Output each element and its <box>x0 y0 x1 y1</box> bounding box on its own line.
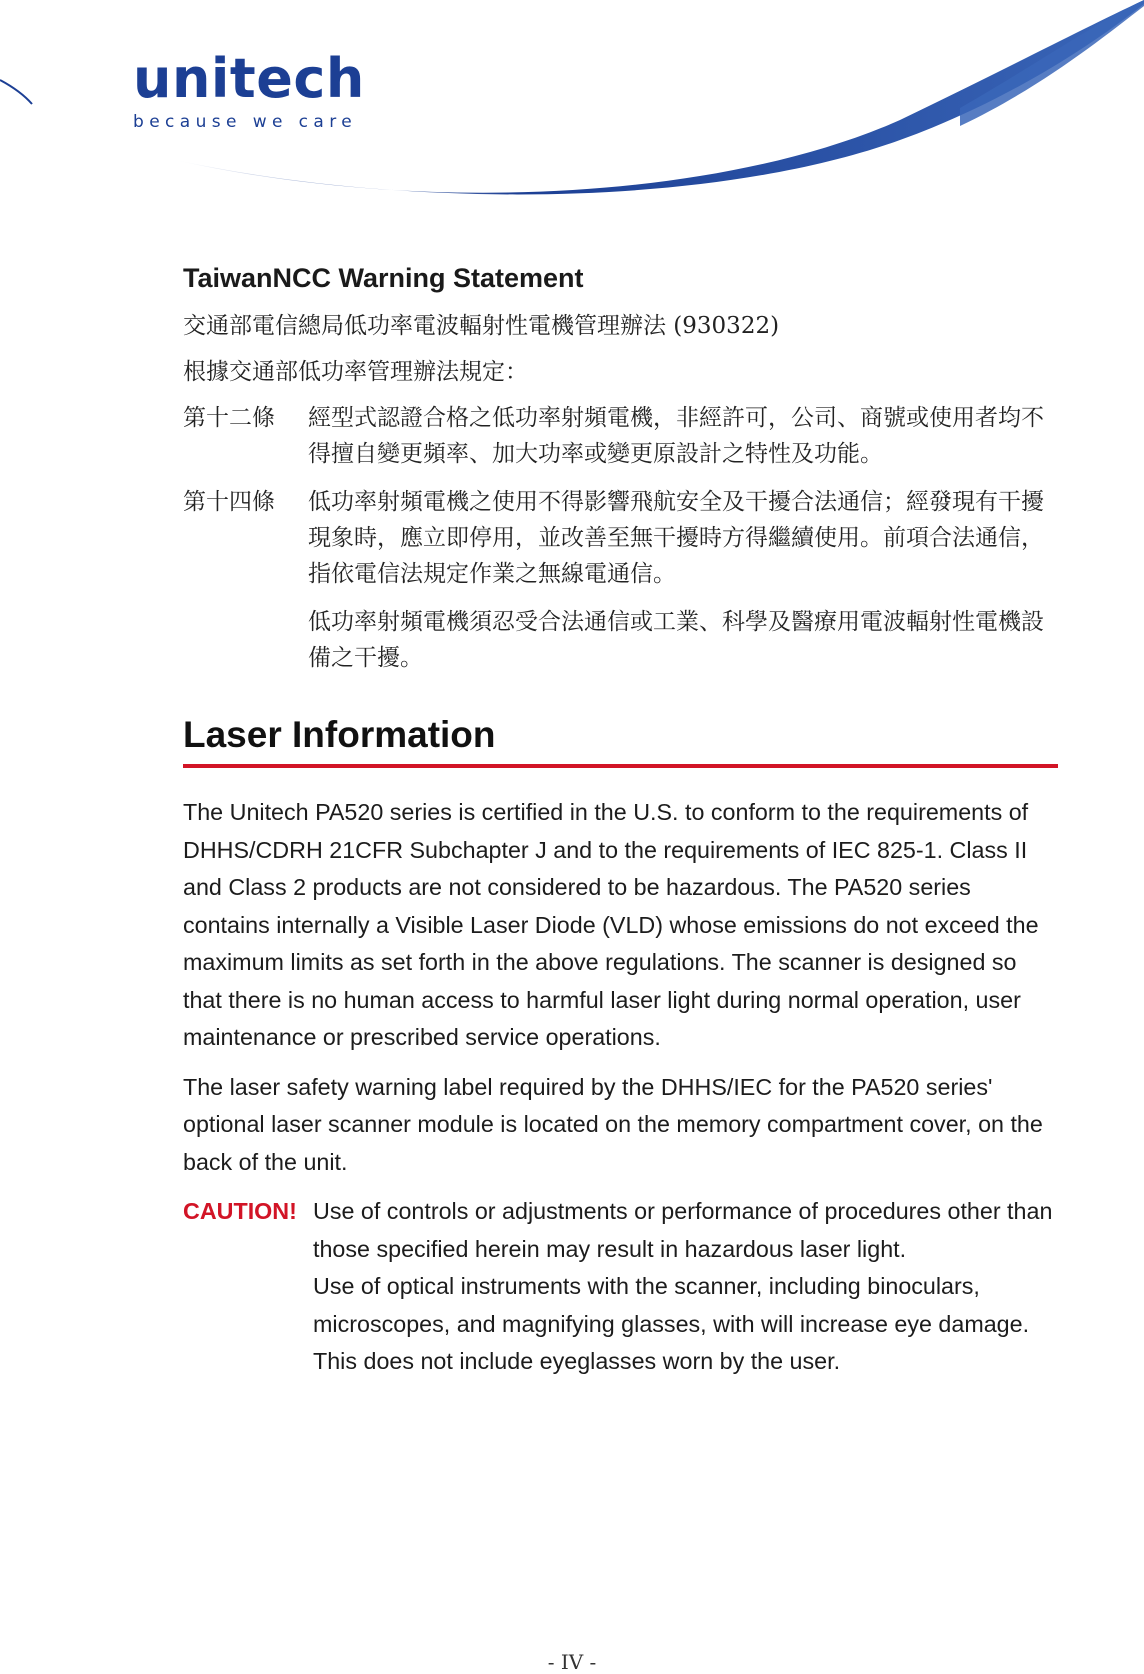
unitech-logo <box>133 47 365 132</box>
article-14-text-1: 低功率射頻電機之使用不得影響飛航安全及干擾合法通信；經發現有干擾現象時，應立即停用，並改善至無干擾時方得繼續使用。前項合法通信，指依電信法規定作業之無線電通信。 <box>308 489 1044 587</box>
page-number: - IV - <box>547 1650 597 1674</box>
ncc-line-1: 交通部電信總局低功率電波輻射性電機管理辦法 (930322) <box>183 313 780 339</box>
ncc-line-2: 根據交通部低功率管理辦法規定： <box>183 359 528 385</box>
article-12 <box>183 400 1058 472</box>
swoosh-fill <box>960 0 1144 126</box>
article-14-text-2: 低功率射頻電機須忍受合法通信或工業、科學及醫療用電波輻射性電機設備之干擾。 <box>308 609 1044 671</box>
logo-wordmark: unitech <box>133 47 365 110</box>
article-14 <box>183 484 1058 676</box>
caution-block <box>183 1193 1058 1381</box>
caution-text-1: Use of controls or adjustments or performance of procedures other than those specified herein may result in hazardous laser light. <box>313 1198 1053 1262</box>
logo-tagline: because we care <box>133 112 358 132</box>
laser-heading: Laser Information <box>183 714 496 755</box>
ncc-heading: TaiwanNCC Warning Statement <box>183 263 584 293</box>
page-content <box>183 258 1058 1381</box>
article-14-label: 第十四條 <box>183 489 275 515</box>
article-12-label: 第十二條 <box>183 405 275 431</box>
swoosh-left-stroke <box>0 80 32 104</box>
laser-paragraph-1: The Unitech PA520 series is certified in the U.S. to conform to the requirements of DHHS/CDRH 21CFR Subchapter J and to the requirements of IEC 825-1. Class II and Class 2 products are not considered to be hazardous. The PA520 series contains internally a Visible Laser Diode (VLD) whose emissions do not exceed the maximum limits as set forth in the above regulations. The scanner is designed so that there is no human access to harmful laser light during normal operation, user maintenance or prescribed service operations. <box>183 799 1039 1050</box>
caution-label: CAUTION! <box>183 1198 297 1224</box>
caution-text-2: Use of optical instruments with the scanner, including binoculars, microscopes, and magnifying glasses, with will increase eye damage. This does not include eyeglasses worn by the user. <box>313 1273 1030 1374</box>
heading-rule <box>183 764 1058 768</box>
article-12-text: 經型式認證合格之低功率射頻電機，非經許可，公司、商號或使用者均不得擅自變更頻率、加大功率或變更原設計之特性及功能。 <box>308 405 1044 467</box>
laser-paragraph-2: The laser safety warning label required by the DHHS/IEC for the PA520 series' optional laser scanner module is located on the memory compartment cover, on the back of the unit. <box>183 1073 1043 1175</box>
